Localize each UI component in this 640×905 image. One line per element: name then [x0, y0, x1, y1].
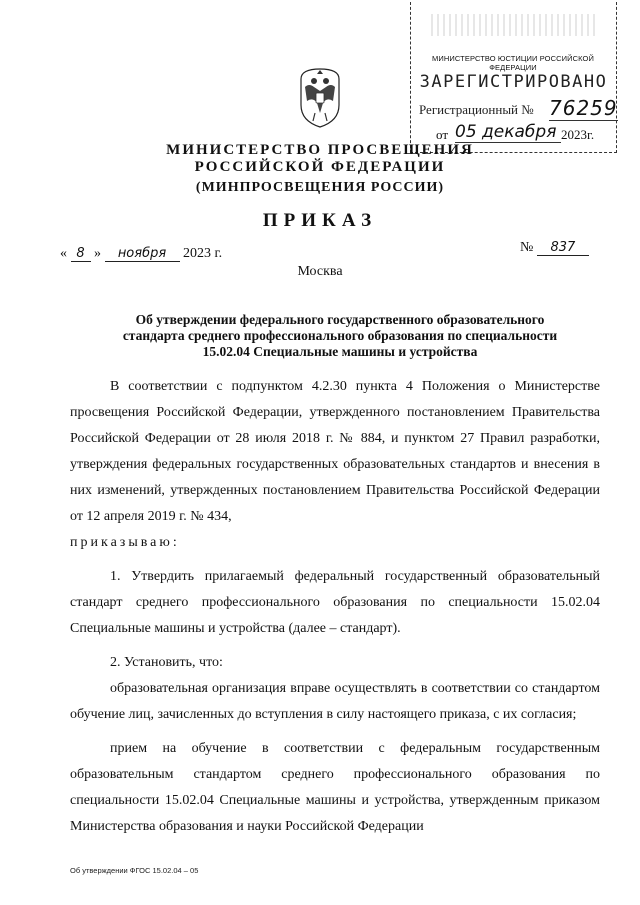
body-paragraph-3: 2. Установить, что: — [110, 655, 223, 670]
city: Москва — [297, 264, 343, 279]
stamp-from-label: от — [436, 127, 449, 142]
ministry-name-line2: РОССИЙСКОЙ ФЕДЕРАЦИИ — [194, 159, 446, 175]
date-open-quote: « — [60, 246, 67, 261]
stamp-date-value: 05 декабря — [455, 122, 561, 143]
subject-line2: стандарта среднего профессионального образования по специальности — [122, 328, 558, 343]
stamp-registered-label: ЗАРЕГИСТРИРОВАНО — [419, 72, 608, 92]
body-paragraph-5: прием на обучение в соответствии с федеральным государственным образовательным стандартом среднего профессионального образования по специальности 15.02.04 Специальные машины и устройства, утвержденным приказом Министерства образования и науки Российской Федерации — [70, 741, 600, 834]
body-paragraph-4: образовательная организация вправе осуществлять в соответствии со стандартом обучение лиц, зачисленных до вступления в силу настоящего приказа, с их согласия; — [70, 681, 600, 722]
number-label: № — [520, 240, 534, 255]
order-title: ПРИКАЗ — [262, 210, 378, 231]
stamp-regno-value: 76259 — [549, 96, 618, 120]
registration-stamp — [410, 2, 617, 153]
stamp-header-blur — [431, 14, 596, 36]
footer-note: Об утверждении ФГОС 15.02.04 – 05 — [70, 866, 199, 875]
order-subject — [70, 312, 610, 360]
order-number — [520, 240, 589, 256]
date-month: ноября — [105, 246, 180, 262]
ministry-short-name: (МИНПРОСВЕЩЕНИЯ РОССИИ) — [195, 180, 445, 195]
stamp-ministry-name: МИНИСТЕРСТВО ЮСТИЦИИ РОССИЙСКОЙ ФЕДЕРАЦИИ — [432, 54, 594, 72]
order-body — [70, 374, 600, 848]
date-day: 8 — [71, 246, 91, 262]
stamp-year: 2023г. — [561, 127, 595, 142]
order-date — [60, 246, 222, 262]
body-paragraph-2: 1. Утвердить прилагаемый федеральный государственный образовательный стандарт среднего профессионального образования по специальности 15.02.04 Специальные машины и устройства (далее – стандарт). — [70, 569, 600, 636]
stamp-regno-label: Регистрационный № — [419, 102, 534, 117]
coat-of-arms-icon — [295, 65, 345, 131]
subject-line1: Об утверждении федерального государственного образовательного — [135, 312, 545, 327]
date-year: 2023 г. — [183, 246, 223, 261]
number-value: 837 — [537, 240, 589, 256]
body-paragraph-1: В соответствии с подпунктом 4.2.30 пункта 4 Положения о Министерстве просвещения Российской Федерации, утвержденного постановлением Правительства Российской Федерации от 28 июля 2018 г. № 884, и пунктом 27 Правил разработки, утверждения федеральных государственных образовательных стандартов и внесения в них изменений, утвержденных постановлением Правительства Российской Федерации от 12 апреля 2019 г. № 434, — [70, 379, 600, 524]
ministry-name-line1: МИНИСТЕРСТВО ПРОСВЕЩЕНИЯ — [166, 142, 474, 158]
subject-line3: 15.02.04 Специальные машины и устройства — [202, 344, 478, 359]
date-close-quote: » — [94, 246, 101, 261]
order-word: приказываю: — [70, 535, 180, 550]
